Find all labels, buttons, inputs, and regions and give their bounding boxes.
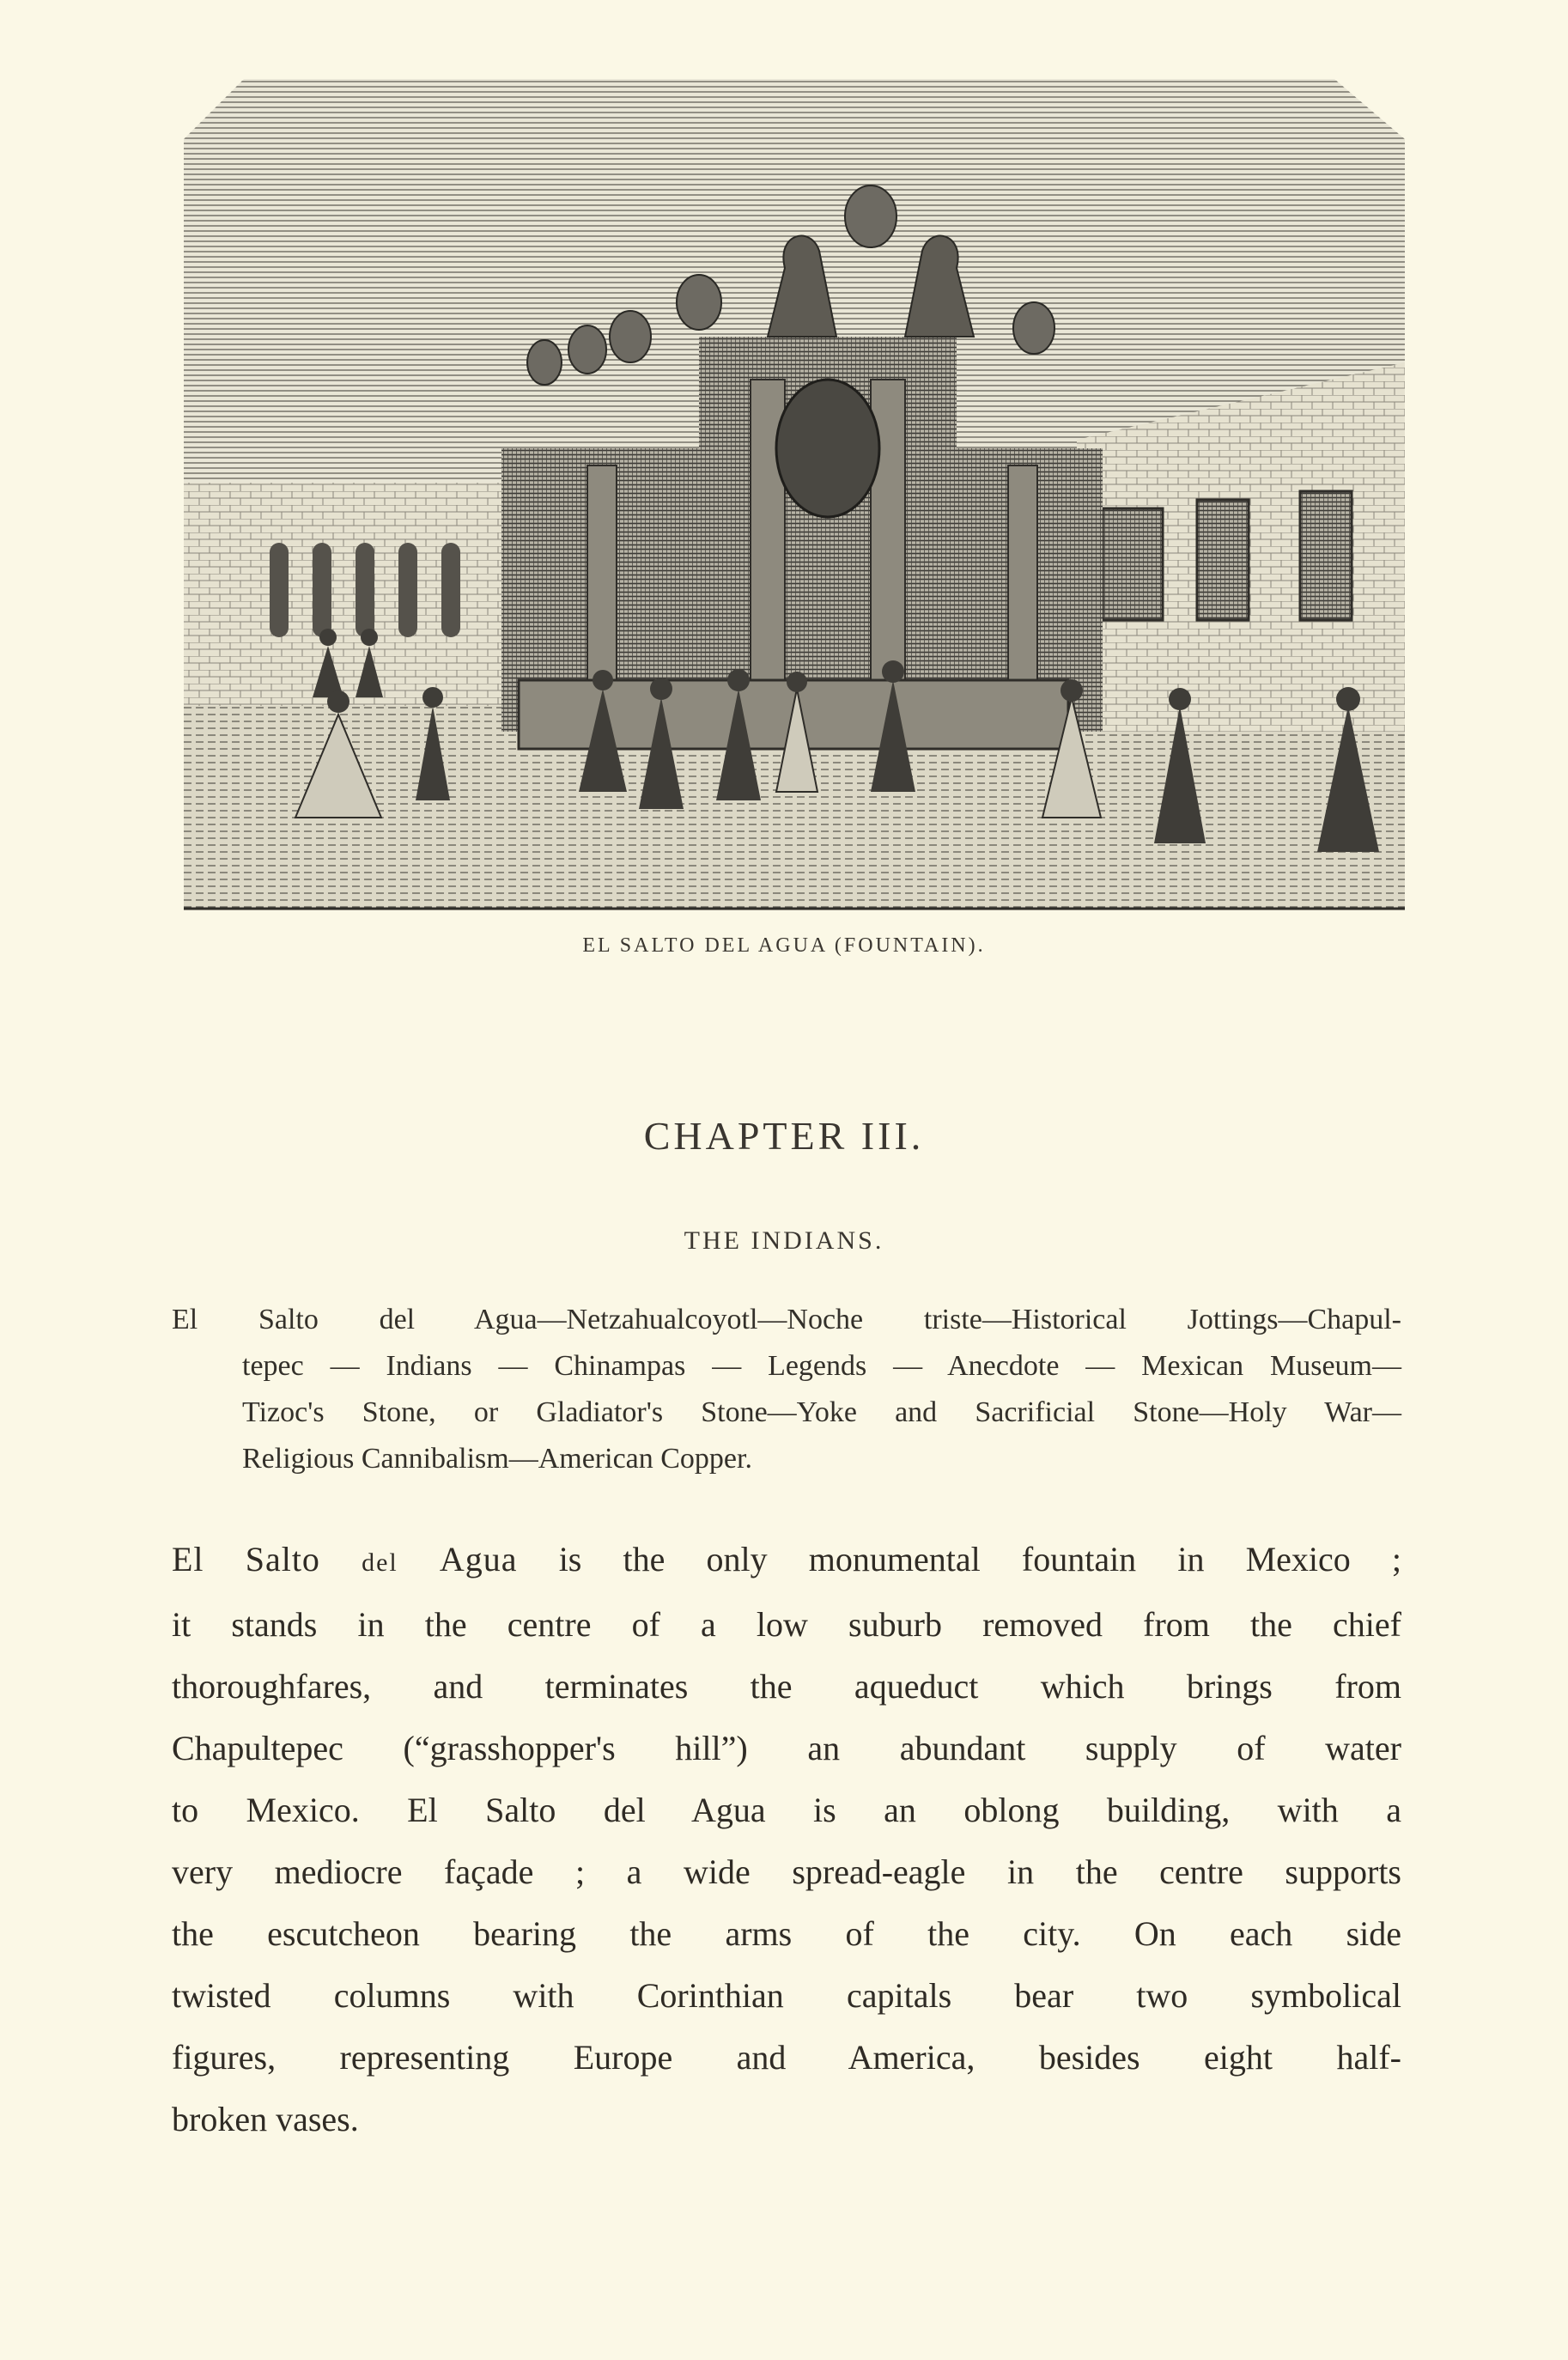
- lead-small-caps: del: [362, 1548, 398, 1577]
- body-line: figures, representing Europe and America, besides eight half-: [172, 2038, 1401, 2077]
- summary-line: Religious Cannibalism—American Copper.: [242, 1443, 752, 1475]
- lead-small-caps: Salto: [245, 1540, 320, 1578]
- body-line: Chapultepec (“grasshopper's hill”) an abundant supply of water: [172, 1729, 1401, 1767]
- body-line: [172, 1529, 1401, 1594]
- summary-line: Tizoc's Stone, or Gladiator's Stone—Yoke and Sacrificial Stone—Holy War—: [242, 1396, 1401, 1428]
- body-line: twisted columns with Corinthian capitals bear two symbolical: [172, 1976, 1401, 2015]
- body-paragraph: [172, 1529, 1401, 2150]
- fountain-engraving: [184, 79, 1405, 910]
- first-line-text: is the only monumental fountain in Mexico ;: [517, 1540, 1402, 1578]
- lead-small-caps: El: [172, 1540, 204, 1578]
- body-line: broken vases.: [172, 2100, 359, 2138]
- body-line: to Mexico. El Salto del Agua is an oblong building, with a: [172, 1791, 1401, 1829]
- chapter-subtitle: THE INDIANS.: [684, 1226, 884, 1255]
- body-line: very mediocre façade ; a wide spread-eagle in the centre supports: [172, 1852, 1401, 1891]
- body-line: it stands in the centre of a low suburb removed from the chief: [172, 1605, 1401, 1644]
- body-line: thoroughfares, and terminates the aqueduct which brings from: [172, 1667, 1401, 1706]
- body-line: the escutcheon bearing the arms of the city. On each side: [172, 1914, 1401, 1953]
- chapter-title: CHAPTER III.: [643, 1114, 925, 1158]
- lead-small-caps: Agua: [439, 1540, 518, 1578]
- chapter-summary: [172, 1297, 1401, 1482]
- illustration-caption: EL SALTO DEL AGUA (FOUNTAIN).: [582, 934, 986, 957]
- summary-line: tepec — Indians — Chinampas — Legends — Anecdote — Mexican Museum—: [242, 1350, 1401, 1382]
- summary-line: El Salto del Agua—Netzahualcoyotl—Noche triste—Historical Jottings—Chapul-: [172, 1304, 1401, 1335]
